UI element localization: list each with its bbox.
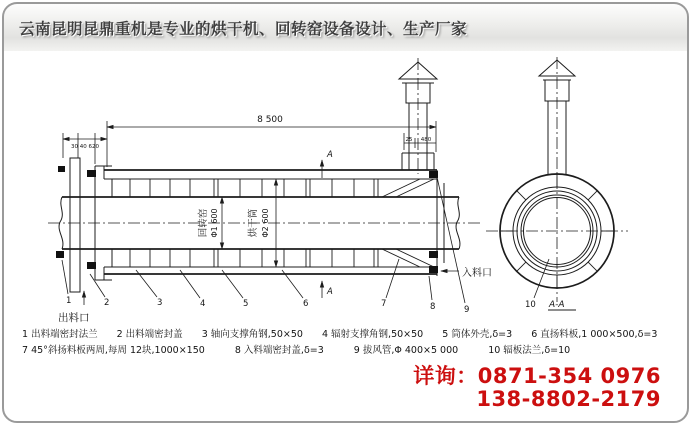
draft-pipe [399, 58, 437, 174]
section-letter-top: A [327, 150, 333, 160]
callout-1: 1 [66, 296, 72, 306]
bottom-band-flights [130, 249, 434, 267]
legend-item: 1 出料端密封法兰 [22, 329, 98, 340]
dryer-diameter: Φ2 600 [261, 208, 270, 238]
legend-item: 5 筒体外壳,δ=3 [442, 329, 513, 340]
legend-line-1 [22, 327, 684, 343]
overall-dimension [63, 115, 436, 167]
legend-item: 7 45°斜扬料板两周,每周 12块,1000×150 [22, 345, 205, 356]
callout-9: 9 [464, 305, 470, 315]
contact-phone-1: 详询：0871-354 0976 [413, 364, 661, 388]
section-marks [322, 150, 333, 298]
section-title: A-A [549, 300, 565, 310]
banner-title: 云南昆明昆鼎重机是专业的烘干机、回转窑设备设计、生产厂家 [19, 19, 468, 38]
top-band-flights [130, 179, 434, 197]
callout-4: 4 [200, 299, 206, 309]
legend-line-2 [22, 343, 684, 359]
inlet-label: 入料口 [462, 268, 492, 279]
dryer-label: 烘干筒 [248, 208, 259, 238]
callout-6: 6 [303, 299, 309, 309]
contact-info [413, 365, 661, 411]
dim-right-a-label: 25 [405, 137, 413, 143]
legend-item: 3 轴向支撑角钢,50×50 [201, 329, 303, 340]
discharge-end [56, 158, 96, 292]
callout-7: 7 [381, 299, 387, 309]
dim-right-b-label: 480 [420, 137, 432, 143]
parts-legend [22, 327, 684, 359]
outlet-label: 出料口 [58, 312, 90, 324]
legend-item: 4 辐射支撑角钢,50×50 [321, 329, 424, 340]
legend-item: 8 入料端密封盖,δ=3 [234, 345, 324, 356]
section-letter-bottom: A [327, 287, 333, 297]
section-view [486, 57, 628, 310]
legend-item: 9 拔风管,Φ 400×5 000 [353, 345, 459, 356]
callout-8: 8 [430, 302, 436, 312]
legend-item: 10 辐板法兰,δ=10 [488, 345, 571, 356]
kiln-label: 回转窑 [198, 208, 209, 238]
callout-10: 10 [525, 300, 536, 310]
contact-phone-2: 138-8802-2179 [476, 387, 661, 411]
main-view [48, 58, 492, 324]
dims-left-label: 30 40 620 [71, 144, 99, 150]
legend-item: 6 直扬料板,1 000×500,δ=3 [531, 329, 658, 340]
legend-item: 2 出料端密封盖 [116, 329, 183, 340]
callout-3: 3 [157, 298, 163, 308]
callout-5: 5 [243, 299, 249, 309]
callout-2: 2 [104, 298, 110, 308]
dim-total-label: 8 500 [257, 115, 283, 125]
kiln-diameter: Φ1 600 [210, 208, 219, 238]
